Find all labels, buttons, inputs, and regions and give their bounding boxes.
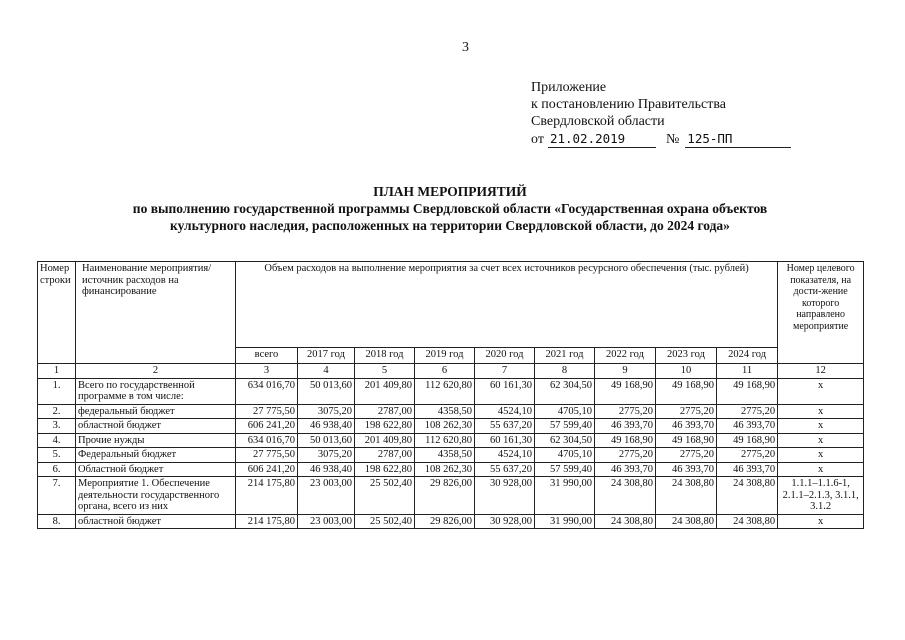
row-number-cell: 3. — [38, 419, 76, 434]
table-row — [38, 419, 864, 434]
column-index: 7 — [475, 364, 535, 379]
row-value-cell: 2775,20 — [656, 404, 717, 419]
row-value-cell: 49 168,90 — [595, 378, 656, 404]
appendix-block — [531, 79, 791, 148]
row-value-cell: 49 168,90 — [595, 433, 656, 448]
row-number-cell: 6. — [38, 462, 76, 477]
row-value-cell: 27 775,50 — [236, 404, 298, 419]
row-value-cell: 2775,20 — [717, 404, 778, 419]
row-value-cell: 29 826,00 — [415, 477, 475, 515]
row-value-cell: 62 304,50 — [535, 433, 595, 448]
date-prefix: от — [531, 132, 544, 147]
row-number-cell: 1. — [38, 378, 76, 404]
title-line-3: культурного наследия, расположенных на территории Свердловской области, до 2024 года» — [170, 218, 730, 233]
column-index: 11 — [717, 364, 778, 379]
row-value-cell: 23 003,00 — [298, 477, 355, 515]
year-header: 2017 год — [298, 348, 355, 364]
row-value-cell: 201 409,80 — [355, 433, 415, 448]
title-line-2: по выполнению государственной программы Свердловской области «Государственная охрана объектов — [132, 201, 768, 216]
row-value-cell: 198 622,80 — [355, 419, 415, 434]
row-value-cell: 2787,00 — [355, 448, 415, 463]
row-value-cell: 50 013,60 — [298, 378, 355, 404]
year-header: 2022 год — [595, 348, 656, 364]
row-value-cell: 634 016,70 — [236, 378, 298, 404]
row-value-cell: 108 262,30 — [415, 462, 475, 477]
row-value-cell: 46 393,70 — [656, 419, 717, 434]
row-value-cell: 2775,20 — [717, 448, 778, 463]
row-value-cell: 31 990,00 — [535, 514, 595, 529]
appendix-title: Приложение — [531, 80, 607, 95]
row-value-cell: 30 928,00 — [475, 477, 535, 515]
row-name-cell: Областной бюджет — [76, 462, 236, 477]
row-name-cell: Прочие нужды — [76, 433, 236, 448]
row-value-cell: 2775,20 — [595, 448, 656, 463]
table-row — [38, 404, 864, 419]
column-index: 10 — [656, 364, 717, 379]
row-value-cell: 4524,10 — [475, 404, 535, 419]
year-header: 2018 год — [355, 348, 415, 364]
column-index: 2 — [76, 364, 236, 379]
year-header: 2020 год — [475, 348, 535, 364]
column-index: 8 — [535, 364, 595, 379]
row-value-cell: 4358,50 — [415, 448, 475, 463]
year-header: 2021 год — [535, 348, 595, 364]
row-name-cell: областной бюджет — [76, 514, 236, 529]
row-name-cell: Мероприятие 1. Обеспечение деятельности государственного органа, всего из них — [76, 477, 236, 515]
column-index: 4 — [298, 364, 355, 379]
row-value-cell: 46 393,70 — [656, 462, 717, 477]
appendix-date-row — [531, 130, 791, 148]
title-line-1: ПЛАН МЕРОПРИЯТИЙ — [373, 184, 527, 199]
row-indicator-cell: x — [778, 433, 864, 448]
table-row — [38, 433, 864, 448]
resolution-date: 21.02.2019 — [548, 130, 656, 148]
row-value-cell: 24 308,80 — [717, 477, 778, 515]
row-number-cell: 2. — [38, 404, 76, 419]
year-header: всего — [236, 348, 298, 364]
row-value-cell: 24 308,80 — [595, 477, 656, 515]
row-value-cell: 30 928,00 — [475, 514, 535, 529]
plan-table — [37, 261, 864, 529]
header-row-number: Номер строки — [38, 262, 76, 364]
table-row — [38, 462, 864, 477]
table-row — [38, 477, 864, 515]
row-value-cell: 24 308,80 — [717, 514, 778, 529]
row-value-cell: 24 308,80 — [656, 477, 717, 515]
row-value-cell: 46 393,70 — [595, 462, 656, 477]
row-indicator-cell: x — [778, 514, 864, 529]
row-value-cell: 31 990,00 — [535, 477, 595, 515]
row-name-cell: областной бюджет — [76, 419, 236, 434]
year-header: 2019 год — [415, 348, 475, 364]
row-value-cell: 60 161,30 — [475, 378, 535, 404]
row-value-cell: 27 775,50 — [236, 448, 298, 463]
row-value-cell: 46 938,40 — [298, 419, 355, 434]
column-index: 9 — [595, 364, 656, 379]
row-value-cell: 4705,10 — [535, 448, 595, 463]
row-value-cell: 49 168,90 — [656, 433, 717, 448]
year-header: 2024 год — [717, 348, 778, 364]
row-value-cell: 46 393,70 — [595, 419, 656, 434]
row-value-cell: 4358,50 — [415, 404, 475, 419]
table-row — [38, 448, 864, 463]
row-value-cell: 50 013,60 — [298, 433, 355, 448]
column-index-row — [38, 364, 864, 379]
row-indicator-cell: 1.1.1–1.1.6-1, 2.1.1–2.1.3, 3.1.1, 3.1.2 — [778, 477, 864, 515]
row-value-cell: 606 241,20 — [236, 419, 298, 434]
row-indicator-cell: x — [778, 448, 864, 463]
column-index: 1 — [38, 364, 76, 379]
row-value-cell: 2787,00 — [355, 404, 415, 419]
row-indicator-cell: x — [778, 419, 864, 434]
row-value-cell: 29 826,00 — [415, 514, 475, 529]
row-value-cell: 49 168,90 — [717, 378, 778, 404]
row-value-cell: 198 622,80 — [355, 462, 415, 477]
row-value-cell: 3075,20 — [298, 448, 355, 463]
row-value-cell: 46 393,70 — [717, 462, 778, 477]
row-value-cell: 57 599,40 — [535, 462, 595, 477]
row-value-cell: 49 168,90 — [656, 378, 717, 404]
table-row — [38, 514, 864, 529]
column-index: 6 — [415, 364, 475, 379]
header-indicator: Номер целевого показателя, на дости-жение которого направлено мероприятие — [778, 262, 864, 364]
row-number-cell: 4. — [38, 433, 76, 448]
plan-table-body — [38, 378, 864, 529]
row-value-cell: 4705,10 — [535, 404, 595, 419]
number-sign: № — [665, 132, 680, 147]
table-row — [38, 378, 864, 404]
row-value-cell: 25 502,40 — [355, 514, 415, 529]
row-value-cell: 108 262,30 — [415, 419, 475, 434]
row-value-cell: 201 409,80 — [355, 378, 415, 404]
row-value-cell: 24 308,80 — [595, 514, 656, 529]
column-index: 12 — [778, 364, 864, 379]
row-value-cell: 4524,10 — [475, 448, 535, 463]
page-number: 3 — [462, 40, 469, 55]
row-value-cell: 55 637,20 — [475, 462, 535, 477]
row-indicator-cell: x — [778, 404, 864, 419]
row-value-cell: 25 502,40 — [355, 477, 415, 515]
row-value-cell: 214 175,80 — [236, 477, 298, 515]
row-number-cell: 5. — [38, 448, 76, 463]
row-value-cell: 634 016,70 — [236, 433, 298, 448]
row-value-cell: 3075,20 — [298, 404, 355, 419]
column-index: 3 — [236, 364, 298, 379]
row-value-cell: 60 161,30 — [475, 433, 535, 448]
row-number-cell: 7. — [38, 477, 76, 515]
row-value-cell: 2775,20 — [656, 448, 717, 463]
row-value-cell: 24 308,80 — [656, 514, 717, 529]
appendix-resolution: к постановлению Правительства — [531, 97, 727, 112]
row-value-cell: 55 637,20 — [475, 419, 535, 434]
row-number-cell: 8. — [38, 514, 76, 529]
row-value-cell: 2775,20 — [595, 404, 656, 419]
row-value-cell: 46 938,40 — [298, 462, 355, 477]
row-value-cell: 214 175,80 — [236, 514, 298, 529]
row-value-cell: 62 304,50 — [535, 378, 595, 404]
row-value-cell: 112 620,80 — [415, 378, 475, 404]
resolution-number: 125-ПП — [685, 130, 791, 148]
row-name-cell: Федеральный бюджет — [76, 448, 236, 463]
row-value-cell: 49 168,90 — [717, 433, 778, 448]
row-indicator-cell: x — [778, 462, 864, 477]
row-name-cell: федеральный бюджет — [76, 404, 236, 419]
row-value-cell: 46 393,70 — [717, 419, 778, 434]
document-title — [40, 183, 860, 234]
row-name-cell: Всего по государственной программе в том числе: — [76, 378, 236, 404]
row-value-cell: 57 599,40 — [535, 419, 595, 434]
row-value-cell: 23 003,00 — [298, 514, 355, 529]
year-header: 2023 год — [656, 348, 717, 364]
row-value-cell: 112 620,80 — [415, 433, 475, 448]
column-index: 5 — [355, 364, 415, 379]
header-volume: Объем расходов на выполнение мероприятия за счет всех источников ресурсного обеспечения (тыс. рублей) — [236, 262, 778, 348]
appendix-region: Свердловской области — [531, 114, 665, 129]
row-indicator-cell: x — [778, 378, 864, 404]
header-name: Наименование мероприятия/источник расходов на финансирование — [76, 262, 236, 364]
row-value-cell: 606 241,20 — [236, 462, 298, 477]
